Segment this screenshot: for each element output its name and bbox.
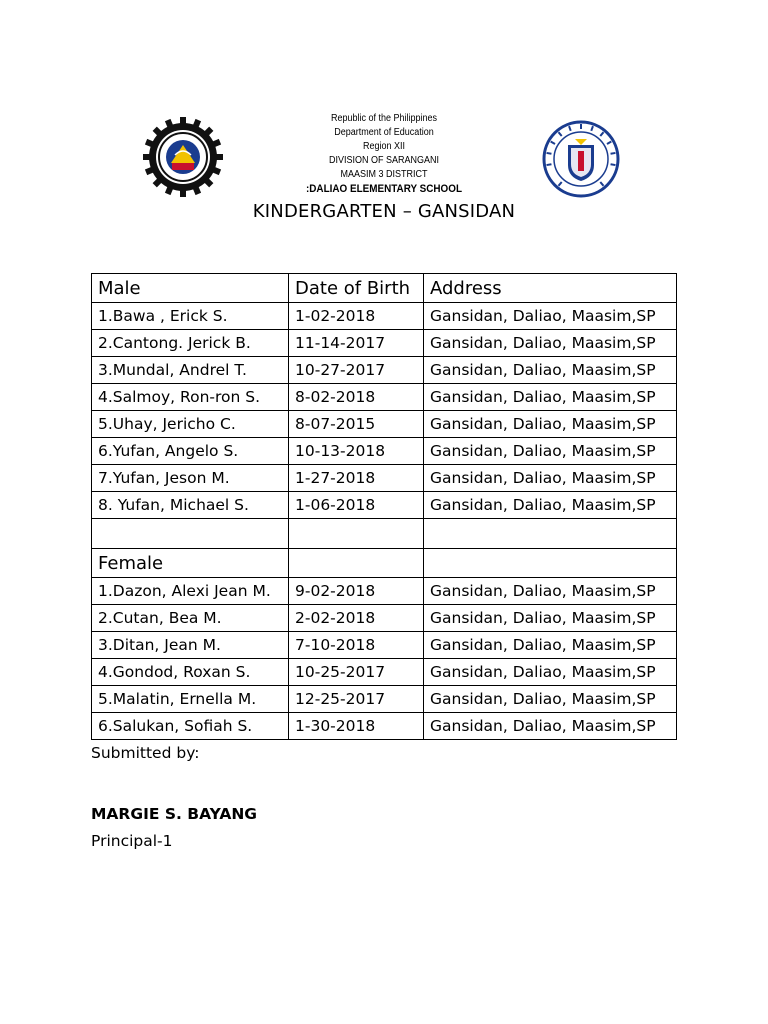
letterhead xyxy=(294,112,474,196)
student-dob: 11-14-2017 xyxy=(289,330,424,357)
student-name: 5.Uhay, Jericho C. xyxy=(92,411,289,438)
student-dob: 10-13-2018 xyxy=(289,438,424,465)
letterhead-district: MAASIM 3 DISTRICT xyxy=(340,169,428,180)
table-row xyxy=(92,492,677,519)
student-name: 3.Ditan, Jean M. xyxy=(92,632,289,659)
table-row xyxy=(92,330,677,357)
letterhead-department: Department of Education xyxy=(334,127,434,138)
student-address: Gansidan, Daliao, Maasim,SP xyxy=(424,632,677,659)
student-address: Gansidan, Daliao, Maasim,SP xyxy=(424,713,677,740)
student-address: Gansidan, Daliao, Maasim,SP xyxy=(424,465,677,492)
table-row xyxy=(92,411,677,438)
student-address: Gansidan, Daliao, Maasim,SP xyxy=(424,659,677,686)
signer-position: Principal-1 xyxy=(91,832,173,850)
student-dob: 1-27-2018 xyxy=(289,465,424,492)
student-dob: 1-30-2018 xyxy=(289,713,424,740)
student-address: Gansidan, Daliao, Maasim,SP xyxy=(424,605,677,632)
student-name: 3.Mundal, Andrel T. xyxy=(92,357,289,384)
table-row xyxy=(92,686,677,713)
blank-separator-row xyxy=(92,519,677,549)
student-name: 1.Bawa , Erick S. xyxy=(92,303,289,330)
student-name: 2.Cutan, Bea M. xyxy=(92,605,289,632)
student-address: Gansidan, Daliao, Maasim,SP xyxy=(424,357,677,384)
student-address: Gansidan, Daliao, Maasim,SP xyxy=(424,438,677,465)
table-row xyxy=(92,357,677,384)
column-header-female: Female xyxy=(92,549,289,578)
school-seal-icon xyxy=(142,116,224,198)
student-dob: 10-25-2017 xyxy=(289,659,424,686)
student-name: 6.Salukan, Sofiah S. xyxy=(92,713,289,740)
table-row xyxy=(92,438,677,465)
table-row xyxy=(92,578,677,605)
submitted-by-label: Submitted by: xyxy=(91,744,200,762)
column-header-address: Address xyxy=(424,274,677,303)
letterhead-school: :DALIAO ELEMENTARY SCHOOL xyxy=(305,183,463,195)
student-dob: 1-02-2018 xyxy=(289,303,424,330)
letterhead-division: DIVISION OF SARANGANI xyxy=(328,155,440,166)
student-name: 5.Malatin, Ernella M. xyxy=(92,686,289,713)
student-dob: 12-25-2017 xyxy=(289,686,424,713)
student-address: Gansidan, Daliao, Maasim,SP xyxy=(424,578,677,605)
student-address: Gansidan, Daliao, Maasim,SP xyxy=(424,686,677,713)
deped-seal-icon xyxy=(540,118,622,200)
student-dob: 8-07-2015 xyxy=(289,411,424,438)
student-roster-table xyxy=(91,273,677,740)
table-row xyxy=(92,605,677,632)
table-row xyxy=(92,632,677,659)
table-row xyxy=(92,465,677,492)
student-name: 2.Cantong. Jerick B. xyxy=(92,330,289,357)
student-address: Gansidan, Daliao, Maasim,SP xyxy=(424,330,677,357)
student-dob: 7-10-2018 xyxy=(289,632,424,659)
student-address: Gansidan, Daliao, Maasim,SP xyxy=(424,411,677,438)
student-dob: 10-27-2017 xyxy=(289,357,424,384)
column-header-male: Male xyxy=(92,274,289,303)
letterhead-country: Republic of the Philippines xyxy=(330,113,438,124)
student-name: 6.Yufan, Angelo S. xyxy=(92,438,289,465)
male-header-row xyxy=(92,274,677,303)
student-name: 4.Gondod, Roxan S. xyxy=(92,659,289,686)
table-row xyxy=(92,659,677,686)
document-title: KINDERGARTEN – GANSIDAN xyxy=(252,201,516,222)
signer-name: MARGIE S. BAYANG xyxy=(91,805,258,823)
letterhead-region: Region XII xyxy=(362,141,406,152)
student-name: 4.Salmoy, Ron-ron S. xyxy=(92,384,289,411)
student-name: 8. Yufan, Michael S. xyxy=(92,492,289,519)
student-name: 7.Yufan, Jeson M. xyxy=(92,465,289,492)
student-address: Gansidan, Daliao, Maasim,SP xyxy=(424,384,677,411)
table-row xyxy=(92,384,677,411)
female-header-row xyxy=(92,549,677,578)
column-header-dob: Date of Birth xyxy=(289,274,424,303)
student-dob: 8-02-2018 xyxy=(289,384,424,411)
student-address: Gansidan, Daliao, Maasim,SP xyxy=(424,303,677,330)
student-address: Gansidan, Daliao, Maasim,SP xyxy=(424,492,677,519)
student-dob: 2-02-2018 xyxy=(289,605,424,632)
student-name: 1.Dazon, Alexi Jean M. xyxy=(92,578,289,605)
student-dob: 9-02-2018 xyxy=(289,578,424,605)
table-row xyxy=(92,713,677,740)
student-dob: 1-06-2018 xyxy=(289,492,424,519)
table-row xyxy=(92,303,677,330)
